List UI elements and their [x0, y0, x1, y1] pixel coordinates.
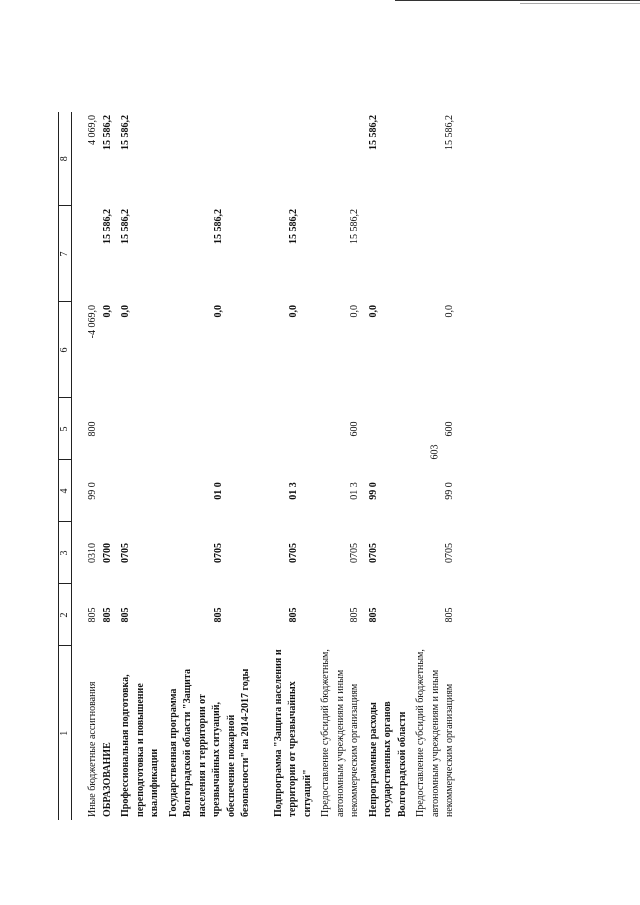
cell-amount-7: 15 586,2: [212, 209, 224, 244]
col-header-4: 4: [59, 460, 72, 522]
cell-amount-8: [254, 112, 316, 206]
cell-amount-6: 0,0: [367, 305, 379, 318]
cell-section: 0705: [287, 543, 299, 563]
cell-amount-6: 0,0: [120, 305, 131, 318]
cell-type: 800: [87, 421, 98, 437]
cell-amount-7: 15 586,2: [349, 209, 360, 244]
cell-amount-6: 0,0: [101, 305, 113, 318]
cell-amount-8: 15 586,2: [101, 115, 113, 150]
cell-program: [115, 460, 163, 522]
col-header-8: 8: [59, 112, 72, 206]
cell-amount-8: 15 586,2: [444, 115, 455, 150]
col-header-3: 3: [59, 522, 72, 584]
row-name: Предоставление субсидий бюджетным, автономным учреждениям и иным некоммерческим организациям: [320, 649, 360, 817]
col-header-7: 7: [59, 206, 72, 302]
cell-amount-8: 15 586,2: [120, 115, 131, 150]
cell-amount-7: 15 586,2: [101, 209, 113, 244]
cell-program: 01 0: [212, 482, 224, 500]
cell-amount-6: 0,0: [287, 305, 299, 318]
row-name: Иные бюджетные ассигнования: [87, 681, 98, 817]
cell-code: 805: [444, 607, 455, 623]
cell-section: 0310: [87, 543, 98, 563]
cell-type: [163, 398, 254, 460]
cell-type: [101, 398, 116, 460]
scan-edge-line-short: [520, 3, 640, 4]
table-header-row: [59, 112, 72, 820]
cell-amount-7: [82, 206, 101, 302]
scan-edge-line: [395, 0, 640, 1]
cell-code: 805: [212, 607, 224, 623]
cell-type: [115, 398, 163, 460]
cell-amount-8: [163, 112, 254, 206]
cell-amount-8: 15 586,2: [367, 115, 379, 150]
table-row: [101, 112, 116, 820]
cell-code: 805: [87, 607, 98, 623]
cell-section: 0705: [120, 543, 131, 563]
budget-table: [58, 112, 458, 820]
cell-amount-6: 0,0: [212, 305, 224, 318]
table-row: [82, 112, 101, 820]
cell-amount-8: [315, 112, 363, 206]
table-row: [163, 112, 254, 820]
rotated-table-block: [58, 112, 588, 820]
cell-code: 805: [120, 607, 131, 623]
cell-program: [101, 460, 116, 522]
col-header-2: 2: [59, 584, 72, 646]
table-row: [363, 112, 411, 820]
cell-program: 99 0: [367, 482, 379, 500]
row-name: Профессиональная подготовка, переподготовка и повышение квалификации: [120, 674, 160, 817]
cell-code: 805: [367, 607, 379, 623]
cell-amount-6: 0,0: [444, 305, 455, 318]
table-row: [115, 112, 163, 820]
cell-type: [254, 398, 316, 460]
col-header-6: 6: [59, 302, 72, 398]
cell-amount-6: -4 069,0: [87, 305, 98, 339]
cell-section: 0705: [367, 543, 379, 563]
cell-code: 805: [101, 607, 113, 623]
cell-amount-8: 4 069,0: [87, 115, 98, 145]
cell-program: 01 3: [287, 482, 299, 500]
cell-amount-7: 15 586,2: [120, 209, 131, 244]
col-header-5: 5: [59, 398, 72, 460]
cell-section: 0705: [212, 543, 224, 563]
cell-type: 600: [444, 421, 455, 437]
cell-section: 0705: [349, 543, 360, 563]
cell-program: 99 0: [444, 482, 455, 500]
row-name: Непрограммные расходы государственных органов Волгоградской области: [367, 701, 408, 817]
table-row: [410, 112, 458, 820]
row-name: Предоставление субсидий бюджетным, автономным учреждениям и иным некоммерческим организациям: [415, 649, 455, 817]
cell-section: 0705: [444, 543, 455, 563]
cell-type: 600: [349, 421, 360, 437]
cell-section: 0700: [101, 543, 113, 563]
row-name: ОБРАЗОВАНИЕ: [101, 742, 113, 817]
row-name: Государственная программа Волгоградской области "Защита населения и территории от чрезвычайных ситуаций, обеспечение пожарной безопасности" на 2014-2017 годы: [167, 668, 251, 817]
cell-amount-7: [410, 206, 458, 302]
cell-code: 805: [349, 607, 360, 623]
page-number: 603: [429, 444, 441, 460]
row-name: Подпрограмма "Защита населения и территории от чрезвычайных ситуаций": [272, 649, 313, 817]
cell-program: 01 3: [349, 482, 360, 500]
cell-amount-7: 15 586,2: [287, 209, 299, 244]
cell-program: 99 0: [87, 482, 98, 500]
cell-code: 805: [287, 607, 299, 623]
cell-amount-7: [363, 206, 411, 302]
col-header-1: 1: [59, 646, 72, 820]
cell-type: [363, 398, 411, 460]
cell-amount-6: 0,0: [349, 305, 360, 318]
table-row: [315, 112, 363, 820]
table-row: [254, 112, 316, 820]
